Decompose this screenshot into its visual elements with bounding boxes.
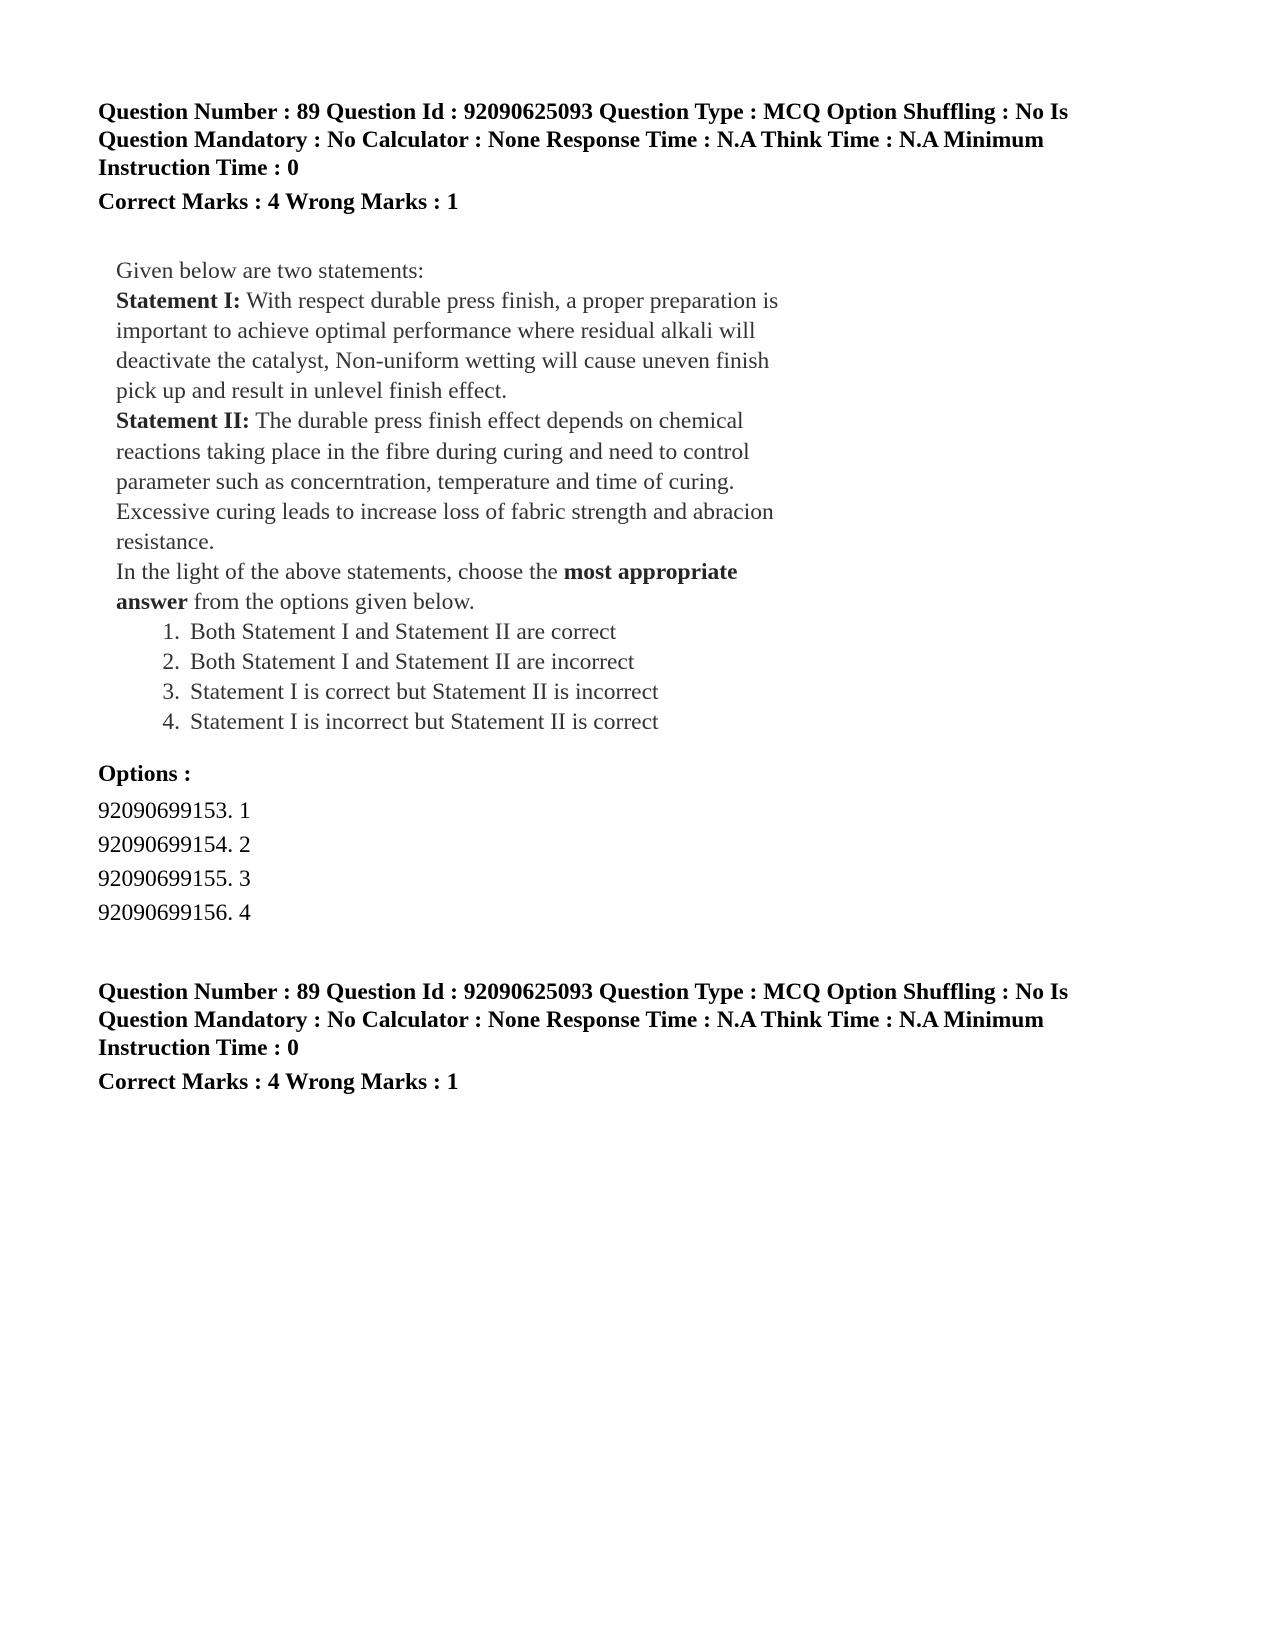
- prompt-line-1: [116, 557, 976, 587]
- question-choice-list: [116, 617, 976, 737]
- prompt-emphasis-1: most appropriate: [563, 558, 738, 585]
- option-item: 92090699156. 4: [98, 900, 251, 926]
- meta-line-3: Instruction Time : 0: [98, 1035, 299, 1061]
- choice-text: Statement I is incorrect but Statement II is correct: [190, 709, 659, 736]
- question-meta-header: [98, 98, 1158, 216]
- statement-1-line-3: deactivate the catalyst, Non-uniform wetting will cause uneven finish: [116, 348, 770, 375]
- statement-2-text: The durable press finish effect depends on chemical: [249, 408, 744, 435]
- choice-number: 4.: [162, 709, 180, 736]
- prompt-emphasis-2: answer: [116, 589, 188, 616]
- question-choice: [116, 707, 976, 737]
- choice-number: 1.: [162, 619, 180, 646]
- choice-text: Statement I is correct but Statement II is incorrect: [190, 679, 659, 706]
- question-choice: [116, 677, 976, 707]
- meta-line-1: Question Number : 89 Question Id : 92090625093 Question Type : MCQ Option Shuffling : No Is: [98, 979, 1069, 1005]
- statement-2-line-3: parameter such as concerntration, temperature and time of curing.: [116, 468, 735, 495]
- statement-1-text: With respect durable press finish, a proper preparation is: [240, 288, 779, 315]
- choice-number: 2.: [162, 649, 180, 676]
- prompt-pre: In the light of the above statements, choose the: [116, 558, 564, 585]
- question-text-image: [116, 256, 976, 738]
- options-section: [98, 760, 251, 930]
- marks-line: Correct Marks : 4 Wrong Marks : 1: [98, 1069, 459, 1095]
- choice-number: 3.: [162, 679, 180, 706]
- meta-line-3: Instruction Time : 0: [98, 155, 299, 181]
- statement-1-label: Statement I:: [116, 288, 241, 315]
- meta-line-1: Question Number : 89 Question Id : 92090625093 Question Type : MCQ Option Shuffling : No Is: [98, 99, 1069, 125]
- choice-text: Both Statement I and Statement II are correct: [190, 619, 617, 646]
- next-question-meta-header: [98, 978, 1158, 1096]
- statement-2-label: Statement II:: [116, 408, 250, 435]
- marks-line: Correct Marks : 4 Wrong Marks : 1: [98, 189, 459, 215]
- statement-1-line-1: [116, 286, 976, 316]
- statement-2-line-4: Excessive curing leads to increase loss of fabric strength and abracion: [116, 498, 774, 525]
- choice-text: Both Statement I and Statement II are incorrect: [190, 649, 635, 676]
- statement-1-line-2: important to achieve optimal performance where residual alkali will: [116, 318, 756, 345]
- meta-line-2: Question Mandatory : No Calculator : None Response Time : N.A Think Time : N.A Minimum: [98, 1007, 1044, 1033]
- question-intro: Given below are two statements:: [116, 258, 425, 284]
- statement-2-line-5: resistance.: [116, 528, 215, 555]
- question-choice: [116, 647, 976, 677]
- option-item: 92090699155. 3: [98, 866, 251, 892]
- statement-2-line-1: [116, 406, 976, 436]
- statement-1-line-4: pick up and result in unlevel finish effect.: [116, 378, 508, 405]
- prompt-line-2: [116, 587, 976, 617]
- question-choice: [116, 617, 976, 647]
- meta-line-2: Question Mandatory : No Calculator : None Response Time : N.A Think Time : N.A Minimum: [98, 127, 1044, 153]
- option-item: 92090699153. 1: [98, 798, 251, 824]
- statement-2-line-2: reactions taking place in the fibre during curing and need to control: [116, 438, 750, 465]
- prompt-post: from the options given below.: [187, 589, 475, 616]
- options-title: Options :: [98, 761, 192, 787]
- option-item: 92090699154. 2: [98, 832, 251, 858]
